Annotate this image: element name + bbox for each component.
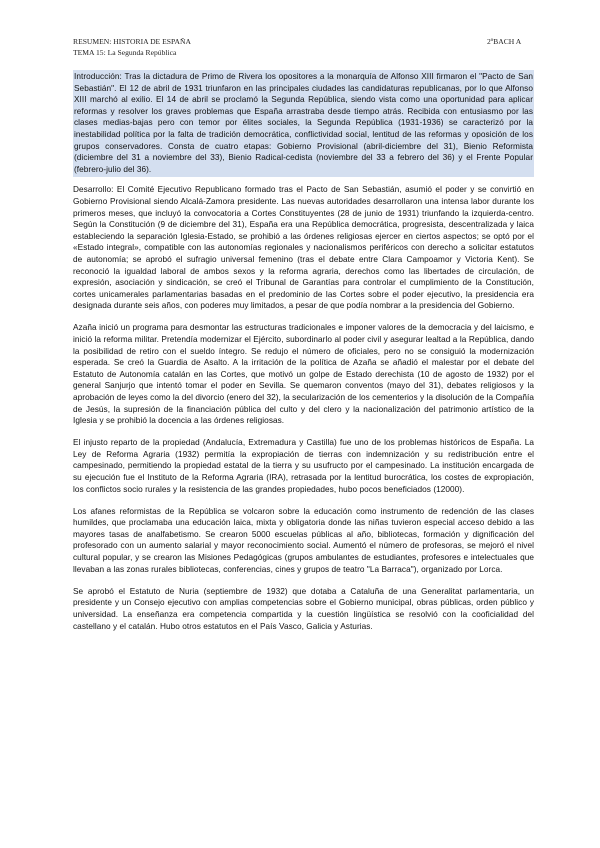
paragraph-reforma-agraria: El injusto reparto de la propiedad (Andalucía, Extremadura y Castilla) fue uno de los problemas históricos de España. La Ley de Reforma Agraria (1932) permitía la expropiación de tierras con indemnización y su redistribución entre el campesinado, permitiendo la propiedad estatal de la tierra y su usufructo por el campesinado. La institución encargada de su ejecución fue el Instituto de la Reforma Agraria (IRA), retrasada por la lentitud burocrática, los costes de expropiación, los conflictos socio rurales y la resistencia de las grandes propiedades, hubo pocos beneficiados (12000). (73, 438, 534, 494)
paragraph-estatuto-nuria: Se aprobó el Estatuto de Nuria (septiembre de 1932) que dotaba a Cataluña de una Generalitat parlamentaria, un presidente y un Consejo ejecutivo con amplias competencias sobre el Gobierno municipal, obras públicas, orden público y universidad. La enseñanza era competencia compartida y la cuestión lingüística se resolvió con la cooficialidad del castellano y el catalán. Hubo otros estatutos en el País Vasco, Galicia y Asturias. (73, 586, 534, 631)
header-course: 2ºBACH A (487, 37, 522, 46)
document-header (73, 37, 191, 58)
header-subtitle: TEMA 15: La Segunda República (73, 47, 177, 57)
header-title: RESUMEN: HISTORIA DE ESPAÑA (73, 37, 191, 46)
paragraph-azana: Azaña inició un programa para desmontar las estructuras tradicionales e imponer valores de la democracia y del laicismo, e inició la reforma militar. Pretendía modernizar el Ejército, subordinarlo al poder civil y asegurar lealtad a la República, dando la posibilidad de retiro con el sueldo íntegro. Se redujo el número de oficiales, pero no se consiguió la modernización esperada. Se creó la Guardia de Asalto. A la irritación de la política de Azaña se añadió el malestar por el debate del Estatuto de Autonomía catalán en las Cortes, que motivó un golpe de Estado derechista (10 de agosto de 1932) por el general Sanjurjo que intentó tomar el poder en Sevilla. Se quemaron conventos (mayo del 31), debates religiosos y la aprobación de leyes como la del divorcio (enero del 32), la secularización de los cementerios y la disolución de la Compañía de Jesús, la supresión de la financiación pública del culto y del clero y la nacionalización del patrimonio artístico de la Iglesia y se prohibió la docencia a las órdenes religiosas. (73, 323, 534, 426)
paragraph-introduction: Introducción: Tras la dictadura de Primo de Rivera los opositores a la monarquía de Alfonso XIII firmaron el "Pacto de San Sebastián". El 12 de abril de 1931 triunfaron en las principales ciudades las candidaturas republicanas, por lo que Alfonso XIII marchó al exilio. El 14 de abril se proclamó la Segunda República, siendo vista como una oportunidad para aplicar reformas y resolver los graves problemas que España arrastraba desde tiempo atrás. Recibida con entusiasmo por las clases medias-bajas pero con temor por élites sociales, la Segunda República (1931-1936) se caracterizó por la inestabilidad política por la falta de tradición democrática, conflictividad social, lentitud de las reformas y oposición de los grupos conservadores. Consta de cuatro etapas: Gobierno Provisional (abril-diciembre del 31), Bienio Reformista (diciembre del 31 a noviembre del 33), Bienio Radical-cedista (noviembre del 33 a febrero del 36) y el Frente Popular (febrero-julio del 36). (73, 70, 534, 177)
document-body (73, 70, 534, 643)
paragraph-desarrollo: Desarrollo: El Comité Ejecutivo Republicano formado tras el Pacto de San Sebastián, asumió el poder y se convirtió en Gobierno Provisional siendo Alcalá-Zamora presidente. Las nuevas autoridades desarrollaron una intensa labor durante los primeros meses, que incluyó la convocatoria a Cortes Constituyentes (28 de junio de 1931) triunfando la izquierda-centro. Según la Constitución (9 de diciembre del 31), España era una República democrática, progresista, descentralizada y laica estableciendo la separación Iglesia-Estado, se prohibió a las órdenes religiosas ejercer en ciertos aspectos; se optó por el «Estado integral», compatible con las autonomías regionales y nacionalismos periféricos con derecho a solicitar estatutos de autonomía; se aprobó el sufragio universal femenino (tras el debate entre Clara Campoamor y Victoria Kent). Se reconoció la igualdad laboral de ambos sexos y la reforma agraria, derechos como las libertades de circulación, de expresión, asociación y sindicación, se creó el Tribunal de Garantías para controlar el cumplimiento de la Constitución, cortes unicamerales parlamentarias basadas en el predominio de las Cortes sobre el poder ejecutivo, la presidencia era designada durante seis años, con poderes muy limitados, a pesar de que podía nombrar a la presidencia del Gobierno. (73, 185, 534, 311)
paragraph-educacion: Los afanes reformistas de la República se volcaron sobre la educación como instrumento de redención de las clases humildes, que proclamaba una educación laica, mixta y obligatoria donde las niñas tuvieron especial acceso debido a las mayores tasas de analfabetismo. Se crearon 5000 escuelas públicas al año, bibliotecas, formación y dignificación del profesorado con un aumento salarial y mayor reconocimiento social. Aumentó el número de profesoras, se mejoró el nivel cultural popular, y se crearon las Misiones Pedagógicas (grupos ambulantes de estudiantes, profesores e intelectuales que llevaban a las zonas rurales bibliotecas, conferencias, cines y grupos de teatro "La Barraca"), organizado por Lorca. (73, 506, 534, 574)
